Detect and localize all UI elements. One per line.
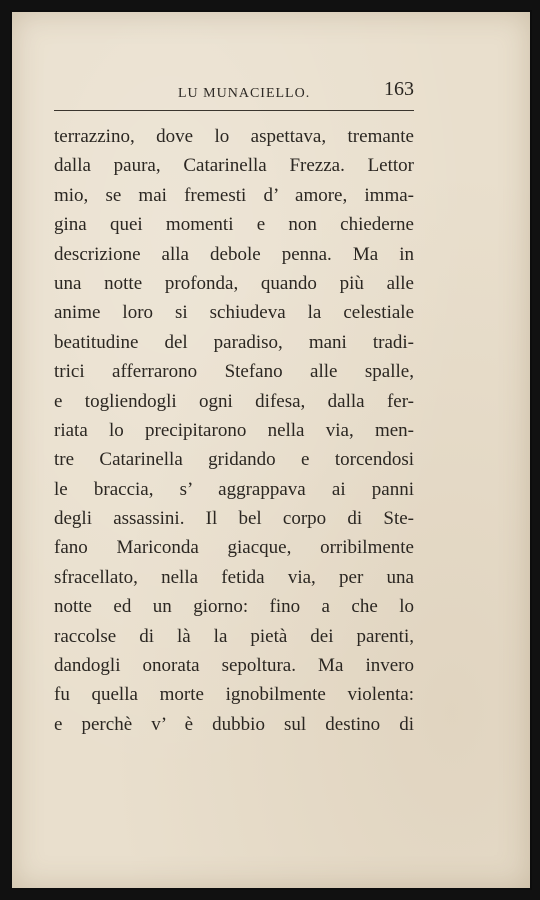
text-line: anime loro si schiudeva la celestiale bbox=[54, 302, 414, 324]
text-line: dandogli onorata sepoltura. Ma invero bbox=[54, 655, 414, 677]
text-line: tre Catarinella gridando e torcendosi bbox=[54, 449, 414, 471]
text-line: dalla paura, Catarinella Frezza. Lettor bbox=[54, 155, 414, 177]
text-line: sfracellato, nella fetida via, per una bbox=[54, 566, 414, 588]
text-line: mio, se mai fremesti d’ amore, imma- bbox=[54, 184, 414, 206]
text-line: raccolse di là la pietà dei parenti, bbox=[54, 625, 414, 647]
text-line: le braccia, s’ aggrappava ai panni bbox=[54, 478, 414, 500]
text-line: degli assassini. Il bel corpo di Ste- bbox=[54, 508, 414, 530]
running-title: LU MUNACIELLO. bbox=[178, 86, 311, 101]
text-line: e togliendogli ogni difesa, dalla fer- bbox=[54, 390, 414, 412]
header-rule bbox=[54, 110, 414, 111]
text-line: beatitudine del paradiso, mani tradi- bbox=[54, 331, 414, 353]
text-line: fu quella morte ignobilmente violenta: bbox=[54, 684, 414, 706]
text-line: terrazzino, dove lo aspettava, tremante bbox=[54, 126, 414, 147]
text-line: notte ed un giorno: fino a che lo bbox=[54, 596, 414, 618]
text-line: e perchè v’ è dubbio sul destino di bbox=[54, 713, 414, 735]
body-text bbox=[54, 122, 414, 739]
text-line: gina quei momenti e non chiederne bbox=[54, 214, 414, 236]
text-line: fano Mariconda giacque, orribilmente bbox=[54, 537, 414, 559]
book-page bbox=[12, 12, 530, 888]
text-line: trici afferrarono Stefano alle spalle, bbox=[54, 361, 414, 383]
text-line: riata lo precipitarono nella via, men- bbox=[54, 419, 414, 441]
text-line: una notte profonda, quando più alle bbox=[54, 272, 414, 294]
text-line: descrizione alla debole penna. Ma in bbox=[54, 243, 414, 265]
running-header bbox=[54, 78, 414, 104]
page-number: 163 bbox=[384, 78, 414, 100]
